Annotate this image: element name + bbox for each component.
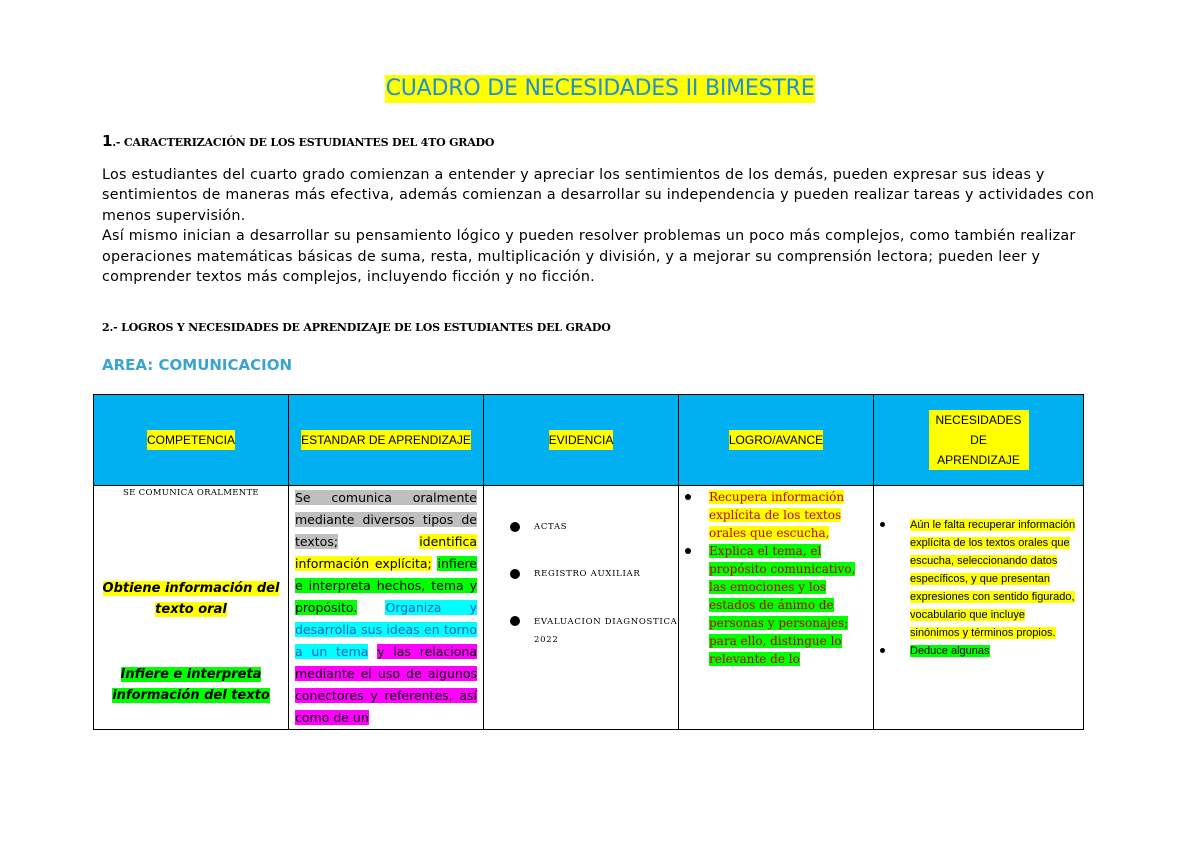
cell-logro	[679, 486, 874, 730]
bullet-icon	[880, 648, 885, 653]
header-logro	[679, 395, 874, 486]
paragraph-1: Los estudiantes del cuarto grado comienzan a entender y apreciar los sentimientos de los demás, pueden expresar sus ideas y sentimientos de maneras más efectiva, además comienzan a desarrollar su independencia y pueden realizar tareas y actividades con menos supervisión.	[102, 167, 1095, 224]
section1-text: .- CARACTERIZACIÓN DE LOS ESTUDIANTES DEL 4TO GRADO	[112, 136, 495, 149]
list-item	[910, 516, 1077, 642]
capacity-2	[94, 664, 288, 706]
paragraph-2: Así mismo inician a desarrollar su pensamiento lógico y pueden resolver problemas un poco más complejos, como también realizar operaciones matemáticas básicas de suma, resta, multiplicación y división, y a mejorar su comprensión lectora; pueden leer y comprender textos más complejos, incluyendo ficción y no ficción.	[102, 228, 1076, 286]
header-label: COMPETENCIA	[147, 430, 235, 450]
area-heading: AREA: COMUNICACION	[102, 356, 293, 374]
bullet-icon	[880, 522, 885, 527]
section2-heading: 2.- LOGROS Y NECESIDADES DE APRENDIZAJE DE LOS ESTUDIANTES DEL GRADO	[102, 321, 611, 334]
logro-item: Explica el tema, el propósito comunicativo, las emociones y los estados de ánimo de personas y personajes; para ello, distingue lo relevante de lo	[709, 544, 856, 666]
bullet-icon	[510, 522, 520, 532]
header-evidencia	[484, 395, 679, 486]
header-label: LOGRO/AVANCE	[729, 430, 823, 450]
evidencia-list	[484, 522, 678, 649]
list-item	[510, 522, 678, 533]
header-estandar	[289, 395, 484, 486]
header-label: NECESIDADES DE APRENDIZAJE	[929, 410, 1029, 470]
cell-competencia	[94, 486, 289, 730]
header-competencia	[94, 395, 289, 486]
table-header-row	[94, 395, 1084, 486]
bullet-icon	[685, 548, 691, 554]
necesidad-item: Aún le falta recuperar información explícita de los textos orales que escucha, seleccionando datos específicos, y que presentan expresiones con sentido figurado, vocabulario que incluye sinónimos y términos propios.	[910, 519, 1076, 639]
list-item	[510, 616, 678, 649]
logro-list	[679, 488, 873, 668]
necesidad-item: Deduce algunas	[910, 645, 990, 657]
evidencia-item: EVALUACION DIAGNOSTICA 2022	[534, 617, 678, 645]
cell-evidencia	[484, 486, 679, 730]
page-title: CUADRO DE NECESIDADES II BIMESTRE	[385, 76, 815, 101]
capacity-2-text: Infiere e interpreta información del texto	[112, 667, 270, 703]
table-row	[94, 486, 1084, 730]
header-label: EVIDENCIA	[549, 430, 614, 450]
needs-table	[93, 394, 1084, 730]
estandar-part-4: Organiza y desarrolla sus ideas en torno a un tema	[295, 600, 477, 659]
cell-necesidades	[874, 486, 1084, 730]
estandar-part-5: y las relaciona mediante el uso de algunos conectores y referentes, así como de un	[295, 644, 477, 725]
estandar-part-3: infiere e interpreta hechos, tema y propósito.	[295, 556, 477, 615]
header-label: ESTANDAR DE APRENDIZAJE	[301, 430, 471, 450]
title-wrap	[0, 75, 1200, 103]
necesidades-list	[874, 516, 1083, 660]
estandar-part-1: Se comunica oralmente mediante diversos tipos de textos;	[295, 490, 477, 549]
bullet-icon	[685, 494, 691, 500]
logro-item: Recupera información explícita de los textos orales que escucha,	[709, 490, 845, 540]
header-necesidades	[874, 395, 1084, 486]
list-item	[709, 488, 867, 542]
list-item	[910, 642, 1077, 660]
evidencia-item: ACTAS	[534, 522, 568, 532]
estandar-text	[295, 487, 477, 729]
capacity-1-text: Obtiene información del texto oral	[102, 581, 280, 617]
cell-estandar	[289, 486, 484, 730]
evidencia-item: REGISTRO AUXILIAR	[534, 569, 641, 579]
competencia-title: SE COMUNICA ORALMENTE	[123, 488, 259, 498]
characterization-text	[102, 165, 1102, 287]
section1-heading	[102, 132, 494, 150]
estandar-part-2: identifica información explícita;	[295, 534, 477, 571]
section1-number: 1	[102, 132, 113, 150]
list-item	[709, 542, 867, 668]
bullet-icon	[510, 616, 520, 626]
capacity-1	[94, 578, 288, 620]
bullet-icon	[510, 569, 520, 579]
list-item	[510, 569, 678, 580]
